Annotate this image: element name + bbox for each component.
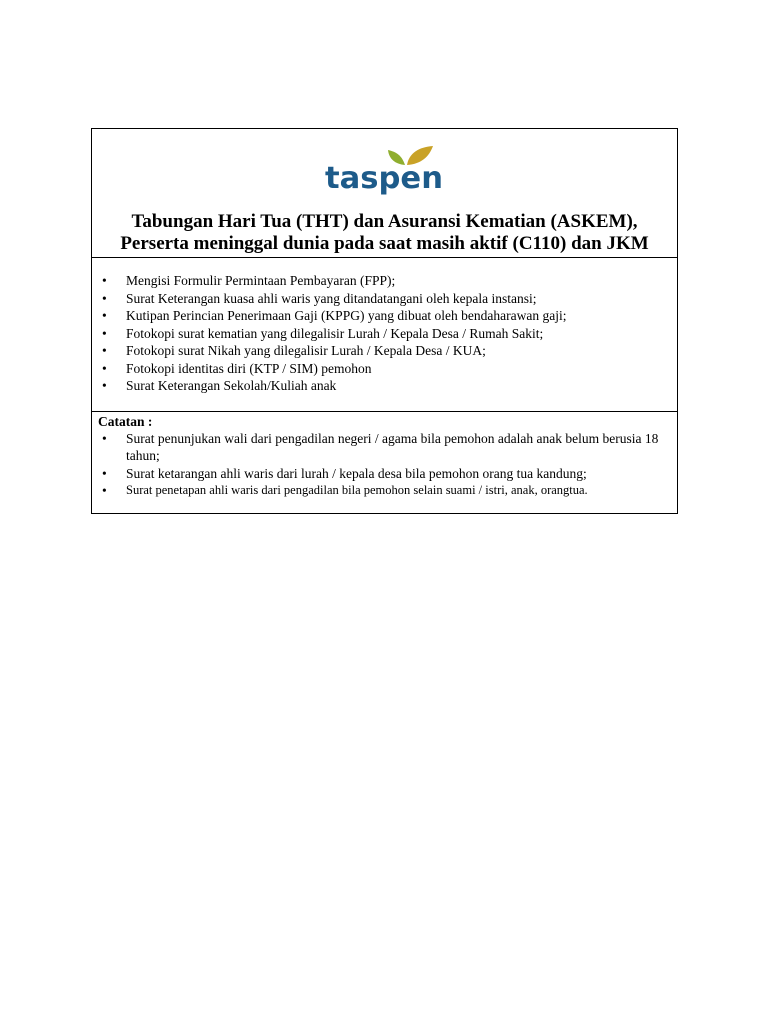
title-line-2: Perserta meninggal dunia pada saat masih aktif (C110) dan JKM	[120, 233, 649, 254]
note-item: • Surat penunjukan wali dari pengadilan negeri / agama bila pemohon adalah anak belum berusia 18 tahun;	[92, 430, 677, 465]
logo-text: taspen	[324, 161, 443, 196]
document-header	[92, 129, 677, 258]
requirement-item: • Fotokopi surat Nikah yang dilegalisir Lurah / Kepala Desa / KUA;	[92, 342, 677, 360]
document-title	[92, 211, 677, 255]
requirement-item: • Surat Keterangan kuasa ahli waris yang ditandatangani oleh kepala instansi;	[92, 290, 677, 308]
document-box	[91, 128, 678, 514]
requirement-item: • Surat Keterangan Sekolah/Kuliah anak	[92, 377, 677, 395]
requirement-item: • Fotokopi identitas diri (KTP / SIM) pemohon	[92, 360, 677, 378]
requirement-item: • Kutipan Perincian Penerimaan Gaji (KPPG) yang dibuat oleh bendaharawan gaji;	[92, 307, 677, 325]
title-line-1: Tabungan Hari Tua (THT) dan Asuransi Kematian (ASKEM),	[131, 211, 638, 232]
notes-list	[92, 430, 677, 500]
requirements-section	[92, 258, 677, 412]
notes-title: Catatan :	[98, 413, 153, 429]
requirements-list	[92, 272, 677, 395]
requirement-item: • Mengisi Formulir Permintaan Pembayaran (FPP);	[92, 272, 677, 290]
note-item: • Surat penetapan ahli waris dari pengadilan bila pemohon selain suami / istri, anak, orangtua.	[92, 482, 677, 500]
note-item: • Surat ketarangan ahli waris dari lurah / kepala desa bila pemohon orang tua kandung;	[92, 465, 677, 483]
notes-section	[92, 412, 677, 513]
taspen-logo	[325, 143, 445, 199]
requirement-item: • Fotokopi surat kematian yang dilegalisir Lurah / Kepala Desa / Rumah Sakit;	[92, 325, 677, 343]
